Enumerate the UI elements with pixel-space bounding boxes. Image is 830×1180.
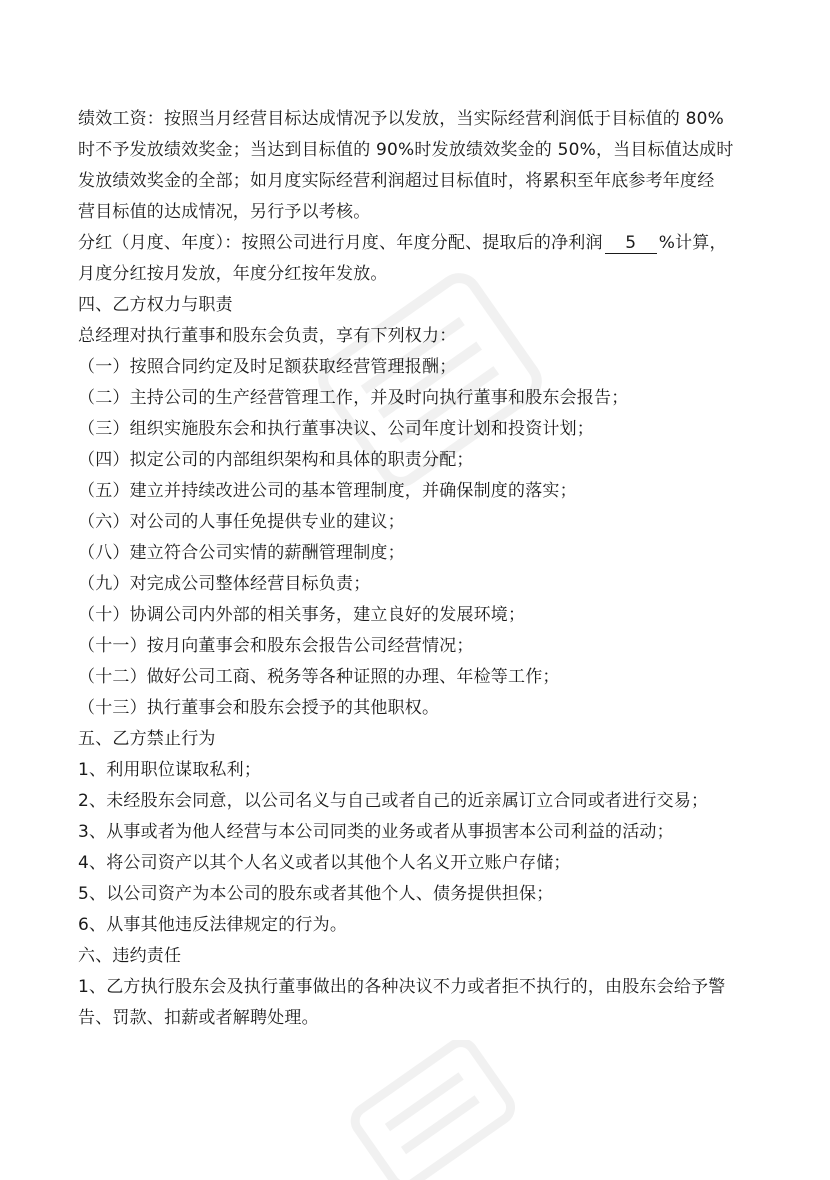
- list-item: （四）拟定公司的内部组织架构和具体的职责分配；: [78, 450, 474, 470]
- paragraph-performance-pay-line-3: 发放绩效奖金的全部；如月度实际经营利润超过目标值时，将累积至年底参考年度经: [78, 171, 715, 191]
- paragraph-breach-line-1: 1、乙方执行股东会及执行董事做出的各种决议不力或者拒不执行的，由股东会给予警: [78, 977, 726, 997]
- paragraph-breach-line-2: 告、罚款、扣薪或者解聘处理。: [78, 1008, 319, 1028]
- list-item: 4、将公司资产以其个人名义或者以其他个人名义开立账户存储；: [78, 853, 571, 873]
- list-item: （十三）执行董事会和股东会授予的其他职权。: [78, 698, 440, 718]
- list-item: （十一）按月向董事会和股东会报告公司经营情况；: [78, 636, 474, 656]
- dividend-text-before: 分红（月度、年度）：按照公司进行月度、年度分配、提取后的净利润: [78, 233, 603, 253]
- dividend-text-after: %计算，: [658, 233, 727, 253]
- section-4-heading: 四、乙方权力与职责: [78, 295, 233, 315]
- paragraph-performance-pay-line-2: 时不予发放绩效奖金；当达到目标值的 90%时发放绩效奖金的 50%，当目标值达成时: [78, 140, 734, 160]
- list-item: （二）主持公司的生产经营管理工作，并及时向执行董事和股东会报告；: [78, 388, 629, 408]
- list-item: （五）建立并持续改进公司的基本管理制度，并确保制度的落实；: [78, 481, 577, 501]
- list-item: 5、以公司资产为本公司的股东或者其他个人、债务提供担保；: [78, 884, 554, 904]
- paragraph-performance-pay-line-1: 绩效工资：按照当月经营目标达成情况予以发放，当实际经营利润低于目标值的 80%: [78, 109, 724, 129]
- section-4-intro: 总经理对执行董事和股东会负责，享有下列权力：: [78, 326, 457, 346]
- list-item: 1、利用职位谋取私利；: [78, 760, 262, 780]
- section-5-heading: 五、乙方禁止行为: [78, 729, 216, 749]
- list-item: 2、未经股东会同意，以公司名义与自己或者自己的近亲属订立合同或者进行交易；: [78, 791, 709, 811]
- list-item: （十）协调公司内外部的相关事务，建立良好的发展环境；: [78, 605, 526, 625]
- list-item: （八）建立符合公司实情的薪酬管理制度；: [78, 543, 405, 563]
- document-page: [78, 104, 758, 1034]
- list-item: （三）组织实施股东会和执行董事决议、公司年度计划和投资计划；: [78, 419, 594, 439]
- section-6-heading: 六、违约责任: [78, 946, 182, 966]
- list-item: （九）对完成公司整体经营目标负责；: [78, 574, 371, 594]
- list-item: 3、从事或者为他人经营与本公司同类的业务或者从事损害本公司利益的活动；: [78, 822, 674, 842]
- list-item: （六）对公司的人事任免提供专业的建议；: [78, 512, 405, 532]
- paragraph-dividend-continuation: 月度分红按月发放，年度分红按年发放。: [78, 264, 388, 284]
- paragraph-performance-pay-line-4: 营目标值的达成情况，另行予以考核。: [78, 202, 371, 222]
- list-item: 6、从事其他违反法律规定的行为。: [78, 915, 348, 935]
- paragraph-dividend: [78, 228, 758, 259]
- list-item: （一）按照合同约定及时足额获取经营管理报酬；: [78, 357, 457, 377]
- list-item: （十二）做好公司工商、税务等各种证照的办理、年检等工作；: [78, 667, 560, 687]
- watermark-logo-bottom: [330, 1040, 530, 1180]
- dividend-percent-blank: 5: [605, 233, 657, 254]
